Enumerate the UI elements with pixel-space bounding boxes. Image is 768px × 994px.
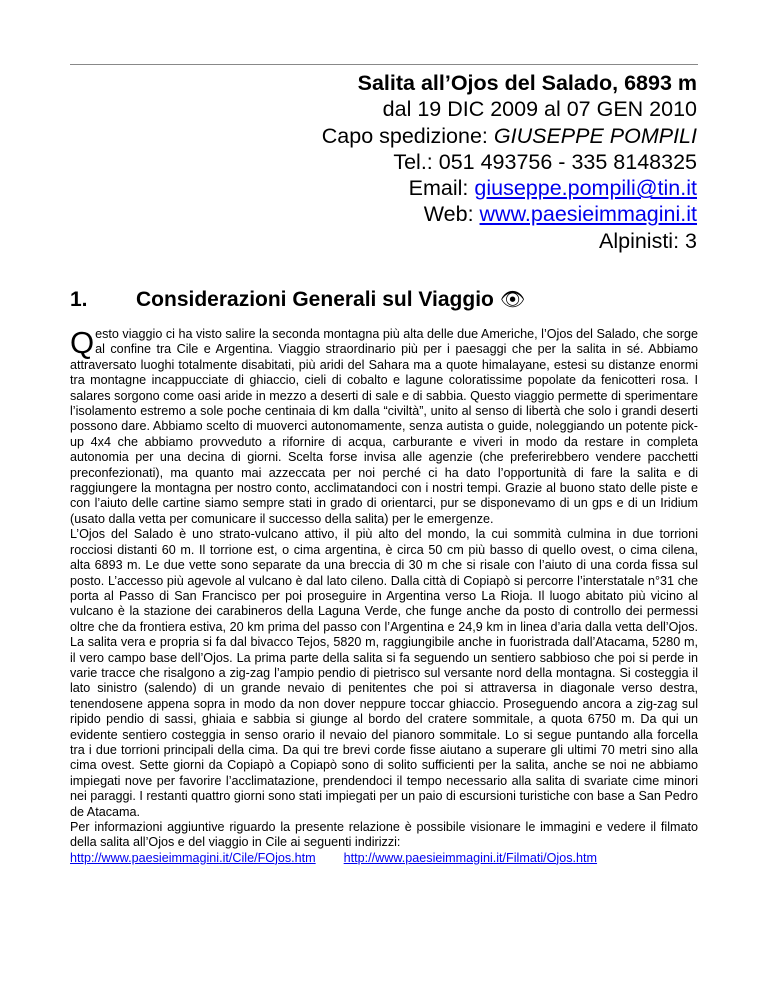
expedition-leader (322, 123, 697, 149)
paragraph-intro-text: esto viaggio ci ha visto salire la seconda montagna più alta delle due Americhe, l’Ojos del Salado, che sorge al confine tra Cile e Argentina. Viaggio straordinario più per i paesaggi che per la salita in sé. Abbiamo attraversato luoghi totalmente disabitati, più aridi del Sahara ma a quote himalayane, estesi su distanze enormi tra montagne incappucciate di ghiaccio, cieli di cobalto e lagune coloratissime popolate da fenicotteri rosa. I salares sorgono come oasi aride in mezzo a deserti di sale e di sabbia. Questo viaggio permette di sperimentare l’isolamento estremo a sole poche centinaia di km dalla “civiltà”, unito al senso di libertà che solo i grandi deserti possono dare. Abbiamo scelto di muoverci autonomamente, senza autista o guide, noleggiando un potente pick-up 4x4 che abbiamo provveduto a rifornire di acqua, carburante e viveri in modo da restare in completa autonomia per una decina di giorni. Scelta forse invisa alle agenzie (che preferirebbero vendere pacchetti preconfezionati), ma quanto mai azzeccata per noi perché ci ha dato l’opportunità di fare la salita e di raggiungere la montagna per nostro conto, acclimatandoci con i nostri tempi. Grazie al buono stato delle piste e con l’aiuto delle cartine siamo sempre stati in grado di orientarci, pur se disponevamo di un gps e di un Iridium (usato dalla vetta per comunicare il successo della salita) per le emergenze. (70, 327, 698, 526)
paragraph-route: L’Ojos del Salado è uno strato-vulcano attivo, il più alto del mondo, la cui sommità culmina in due torrioni rocciosi distanti 60 m. Il torrione est, o cima argentina, è circa 50 cm più basso di quello ovest, o cima cilena, alta 6893 m. Le due vette sono separate da una breccia di 30 m che si risale con l’aiuto di una corda fissa sul posto. L’accesso più agevole al vulcano è dal lato cileno. Dalla città di Copiapò si percorre l’interstatale n°31 che porta al Passo di San Francisco per poi proseguire in Argentina verso La Rioja. Il luogo abitato più vicino al vulcano è la stazione dei carabineros della Laguna Verde, che funge anche da posto di controllo dei permessi oltre che da frontiera estiva, 20 km prima del passo con l’Argentina e 24,9 km in linea d’aria dalla vetta dell’Ojos. La salita vera e propria si fa dal bivacco Tejos, 5820 m, raggiungibile anche in fuoristrada dall’Atacama, 5280 m, il vero campo base dell’Ojos. La prima parte della salita si fa seguendo un sentiero sabbioso che poi si perde in varie tracce che risalgono a zig-zag l’ampio pendio di pietrisco sul versante nord della montagna. Si costeggia il lato sinistro (salendo) di un grande nevaio di penitentes che poi si attraversa in diagonale verso destra, tenendosene appena sopra in modo da non dover neppure toccar ghiaccio. Proseguendo ancora a zig-zag sul ripido pendio di sassi, ghiaia e sabbia si giunge al bordo del cratere sommitale, a quota 6750 m. Da qui un evidente sentiero costeggia in senso orario il nevaio del pianoro sommitale. Lo si segue puntando alla forcella tra i due torrioni principali della cima. Da qui tre brevi corde fisse aiutano a superare gli ultimi 70 metri sino alla cima ovest. Sette giorni da Copiapò a Copiapò sono di solito sufficienti per la salita, anche se noi ne abbiamo impiegati nove per favorire l’acclimatazione, prendendoci il tempo necessario alla salita di svariate cime minori nei paraggi. I restanti quattro giorni sono stati impiegati per un paio di escursioni turistiche con base a San Pedro de Atacama. (70, 527, 698, 819)
eye-icon: 👁 (499, 289, 526, 311)
climbers-count: Alpinisti: 3 (599, 228, 697, 253)
section-body (70, 327, 698, 866)
web-line (322, 201, 697, 227)
photos-link[interactable]: http://www.paesieimmagini.it/Cile/FOjos.htm (70, 850, 316, 865)
links-line (70, 851, 698, 866)
document-header (322, 70, 697, 254)
email-label: Email: (408, 176, 475, 201)
paragraph-info: Per informazioni aggiuntive riguardo la presente relazione è possibile visionare le immagini e vedere il filmato della salita all’Ojos e del viaggio in Cile ai seguenti indirizzi: (70, 820, 698, 850)
web-link[interactable]: www.paesieimmagini.it (479, 202, 697, 227)
web-label: Web: (423, 202, 480, 227)
section-title: Considerazioni Generali sul Viaggio (136, 288, 494, 311)
email-line (322, 175, 697, 201)
phone-numbers: Tel.: 051 493756 - 335 8148325 (393, 149, 697, 174)
leader-label: Capo spedizione: (321, 123, 494, 148)
drop-cap: Q (70, 325, 95, 360)
paragraph-intro (70, 327, 698, 527)
header-rule (70, 64, 698, 65)
section-heading (70, 287, 525, 312)
video-link[interactable]: http://www.paesieimmagini.it/Filmati/Ojos.htm (343, 850, 598, 865)
email-link[interactable]: giuseppe.pompili@tin.it (474, 176, 697, 201)
leader-name: GIUSEPPE POMPILI (493, 123, 697, 148)
trip-dates: dal 19 DIC 2009 al 07 GEN 2010 (382, 97, 697, 122)
section-number: 1. (70, 288, 88, 311)
document-title: Salita all’Ojos del Salado, 6893 m (357, 71, 697, 95)
